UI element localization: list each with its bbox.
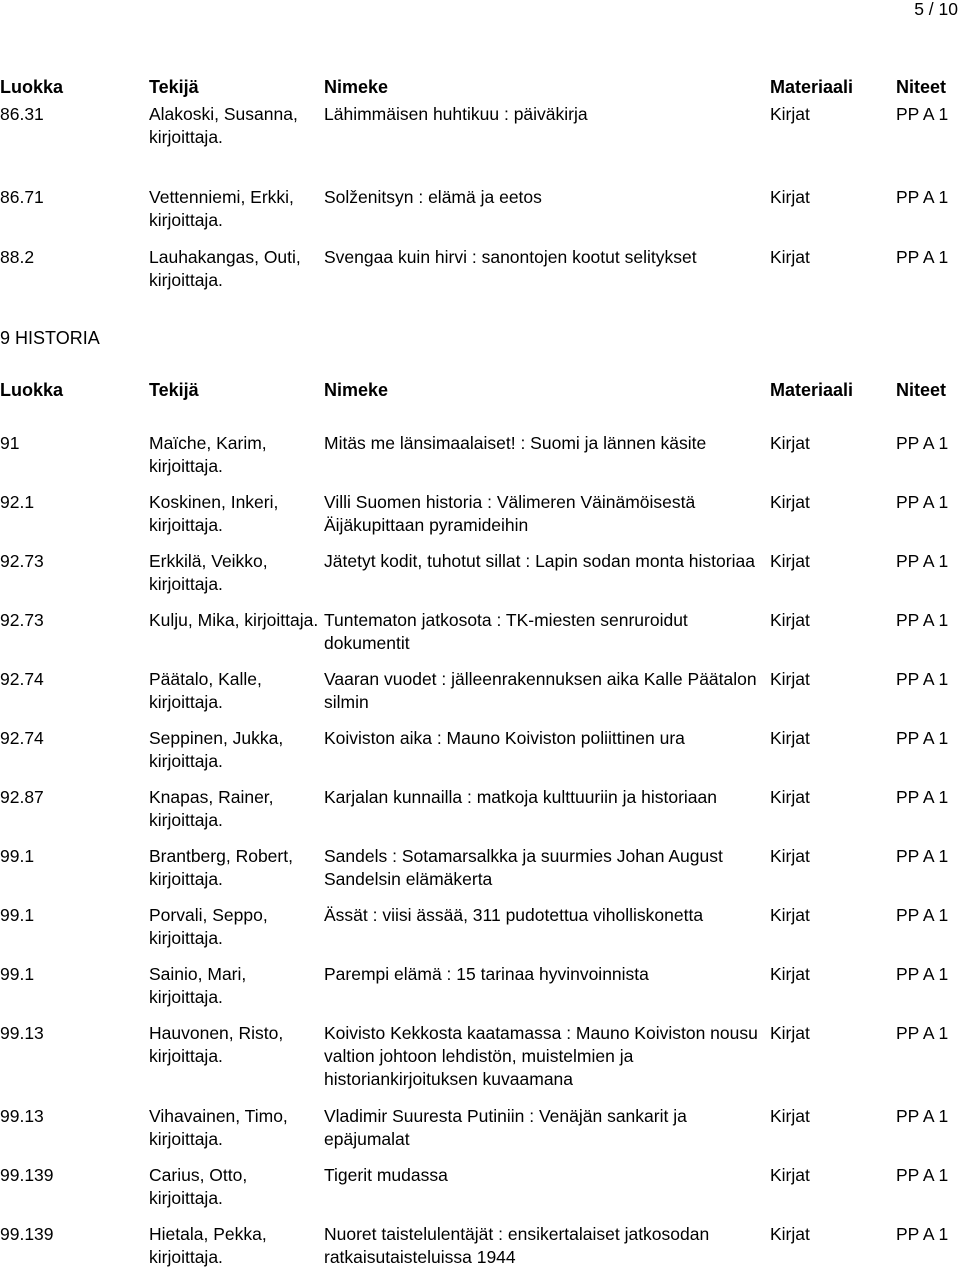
cell-tekija: Knapas, Rainer, kirjoittaja.: [149, 787, 274, 830]
cell-luokka: 91: [0, 433, 20, 453]
cell-luokka: 86.31: [0, 104, 44, 124]
cell-luokka: 92.73: [0, 610, 44, 630]
header-niteet: Niteet: [896, 77, 947, 97]
header-tekija: Tekijä: [149, 380, 199, 400]
cell-tekija: Hauvonen, Risto, kirjoittaja.: [149, 1023, 284, 1066]
cell-materiaali: Kirjat: [770, 104, 810, 124]
cell-luokka: 92.1: [0, 492, 35, 512]
cell-materiaali: Kirjat: [770, 728, 810, 748]
cell-nimeke: Karjalan kunnailla : matkoja kulttuuriin ja historiaan: [324, 787, 717, 807]
cell-tekija: Lauhakangas, Outi, kirjoittaja.: [149, 247, 301, 290]
cell-niteet: PP A 1: [896, 551, 949, 571]
cell-niteet: PP A 1: [896, 1023, 949, 1043]
cell-luokka: 92.74: [0, 728, 44, 748]
cell-niteet: PP A 1: [896, 1165, 949, 1185]
cell-niteet: PP A 1: [896, 187, 949, 207]
cell-luokka: 88.2: [0, 247, 35, 267]
cell-nimeke: Svengaa kuin hirvi : sanontojen kootut selitykset: [324, 247, 697, 267]
cell-tekija: Seppinen, Jukka, kirjoittaja.: [149, 728, 284, 771]
cell-materiaali: Kirjat: [770, 247, 810, 267]
cell-nimeke: Vaaran vuodet : jälleenrakennuksen aika Kalle Päätalon silmin: [324, 669, 757, 712]
cell-niteet: PP A 1: [896, 104, 949, 124]
cell-niteet: PP A 1: [896, 905, 949, 925]
cell-tekija: Erkkilä, Veikko, kirjoittaja.: [149, 551, 268, 594]
cell-nimeke: Koivisto Kekkosta kaatamassa : Mauno Koiviston nousu valtion johtoon lehdistön, muistelmien ja historiankirjoituksen kuvaamana: [324, 1023, 758, 1089]
cell-luokka: 99.1: [0, 964, 35, 984]
cell-materiaali: Kirjat: [770, 433, 810, 453]
cell-materiaali: Kirjat: [770, 1023, 810, 1043]
cell-luokka: 99.13: [0, 1023, 44, 1043]
cell-tekija: Kulju, Mika, kirjoittaja.: [149, 610, 319, 630]
cell-niteet: PP A 1: [896, 964, 949, 984]
header-niteet: Niteet: [896, 380, 947, 400]
cell-nimeke: Lähimmäisen huhtikuu : päiväkirja: [324, 104, 588, 124]
cell-niteet: PP A 1: [896, 728, 949, 748]
cell-materiaali: Kirjat: [770, 492, 810, 512]
header-nimeke: Nimeke: [324, 380, 389, 400]
cell-tekija: Vihavainen, Timo, kirjoittaja.: [149, 1106, 288, 1149]
cell-luokka: 92.73: [0, 551, 44, 571]
cell-materiaali: Kirjat: [770, 964, 810, 984]
cell-materiaali: Kirjat: [770, 669, 810, 689]
cell-nimeke: Vladimir Suuresta Putiniin : Venäjän sankarit ja epäjumalat: [324, 1106, 687, 1149]
header-nimeke: Nimeke: [324, 77, 389, 97]
cell-nimeke: Villi Suomen historia : Välimeren Väinämöisestä Äijäkupittaan pyramideihin: [324, 492, 696, 535]
cell-niteet: PP A 1: [896, 1224, 949, 1244]
cell-nimeke: Solženitsyn : elämä ja eetos: [324, 187, 542, 207]
cell-tekija: Sainio, Mari, kirjoittaja.: [149, 964, 247, 1007]
cell-tekija: Koskinen, Inkeri, kirjoittaja.: [149, 492, 279, 535]
cell-nimeke: Jätetyt kodit, tuhotut sillat : Lapin sodan monta historiaa: [324, 551, 755, 571]
cell-tekija: Porvali, Seppo, kirjoittaja.: [149, 905, 268, 948]
cell-nimeke: Sandels : Sotamarsalkka ja suurmies Johan August Sandelsin elämäkerta: [324, 846, 723, 889]
cell-luokka: 99.13: [0, 1106, 44, 1126]
cell-materiaali: Kirjat: [770, 1224, 810, 1244]
cell-materiaali: Kirjat: [770, 610, 810, 630]
cell-tekija: Maïche, Karim, kirjoittaja.: [149, 433, 267, 476]
cell-tekija: Alakoski, Susanna, kirjoittaja.: [149, 104, 298, 147]
header-materiaali: Materiaali: [770, 77, 854, 97]
cell-luokka: 92.87: [0, 787, 44, 807]
cell-niteet: PP A 1: [896, 433, 949, 453]
cell-materiaali: Kirjat: [770, 787, 810, 807]
header-tekija: Tekijä: [149, 77, 199, 97]
cell-niteet: PP A 1: [896, 846, 949, 866]
section-title: 9 HISTORIA: [0, 328, 100, 348]
header-materiaali: Materiaali: [770, 380, 854, 400]
cell-luokka: 99.1: [0, 905, 35, 925]
cell-tekija: Carius, Otto, kirjoittaja.: [149, 1165, 248, 1208]
cell-niteet: PP A 1: [896, 610, 949, 630]
cell-nimeke: Mitäs me länsimaalaiset! : Suomi ja lännen käsite: [324, 433, 707, 453]
header-luokka: Luokka: [0, 380, 64, 400]
cell-tekija: Päätalo, Kalle, kirjoittaja.: [149, 669, 262, 712]
cell-niteet: PP A 1: [896, 787, 949, 807]
page-number: 5 / 10: [914, 0, 958, 19]
cell-nimeke: Nuoret taistelulentäjät : ensikertalaiset jatkosodan ratkaisutaisteluissa 1944: [324, 1224, 710, 1267]
cell-niteet: PP A 1: [896, 492, 949, 512]
cell-materiaali: Kirjat: [770, 187, 810, 207]
cell-nimeke: Tuntematon jatkosota : TK-miesten senruroidut dokumentit: [324, 610, 688, 653]
cell-niteet: PP A 1: [896, 1106, 949, 1126]
header-luokka: Luokka: [0, 77, 64, 97]
cell-nimeke: Ässät : viisi ässää, 311 pudotettua viholliskonetta: [324, 905, 704, 925]
cell-luokka: 86.71: [0, 187, 44, 207]
cell-luokka: 99.139: [0, 1224, 54, 1244]
cell-materiaali: Kirjat: [770, 1165, 810, 1185]
cell-luokka: 99.139: [0, 1165, 54, 1185]
table-header: [0, 76, 960, 100]
cell-nimeke: Koiviston aika : Mauno Koiviston poliittinen ura: [324, 728, 685, 748]
cell-tekija: Hietala, Pekka, kirjoittaja.: [149, 1224, 267, 1267]
cell-tekija: Vettenniemi, Erkki, kirjoittaja.: [149, 187, 294, 230]
cell-materiaali: Kirjat: [770, 905, 810, 925]
cell-nimeke: Parempi elämä : 15 tarinaa hyvinvoinnista: [324, 964, 649, 984]
cell-tekija: Brantberg, Robert, kirjoittaja.: [149, 846, 293, 889]
cell-nimeke: Tigerit mudassa: [324, 1165, 448, 1185]
cell-materiaali: Kirjat: [770, 551, 810, 571]
cell-luokka: 92.74: [0, 669, 44, 689]
cell-niteet: PP A 1: [896, 669, 949, 689]
cell-materiaali: Kirjat: [770, 1106, 810, 1126]
cell-materiaali: Kirjat: [770, 846, 810, 866]
cell-luokka: 99.1: [0, 846, 35, 866]
cell-niteet: PP A 1: [896, 247, 949, 267]
table-header: [0, 379, 960, 403]
